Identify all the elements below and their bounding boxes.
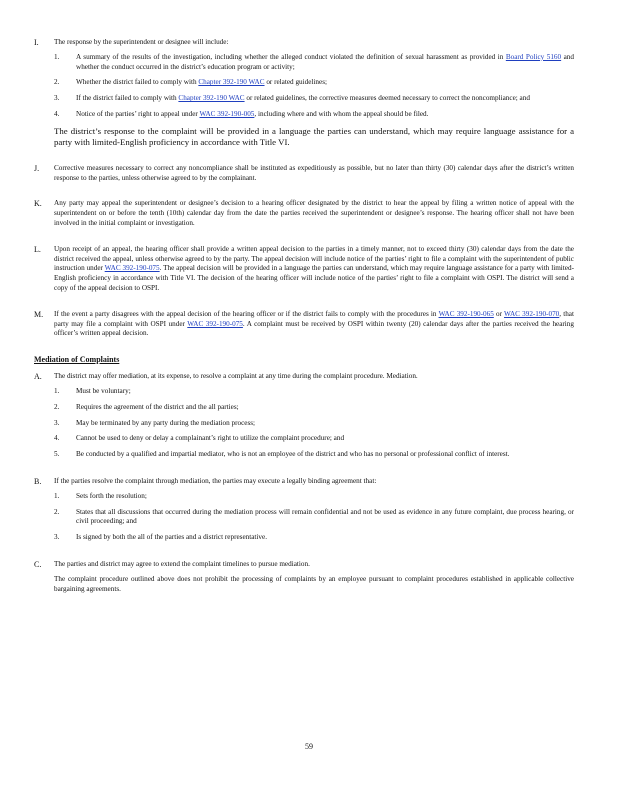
list-item: 4. Notice of the parties’ right to appeal under WAC 392-190-005, including where and with whom the appeal should be filed. [54, 109, 429, 118]
section-a [34, 372, 574, 466]
section-label: B. [34, 476, 42, 486]
list-item: 2. Whether the district failed to comply with Chapter 392-190 WAC or related guidelines; [54, 78, 327, 87]
section-label: A. [34, 372, 42, 382]
wac-075-link[interactable]: WAC 392-190-075 [104, 264, 160, 273]
mediation-items [54, 387, 574, 460]
section-text: Upon receipt of an appeal, the hearing officer shall provide a written appeal decision to the parties in a timely manner, not to exceed thirty (30) calendar days from the date the district received the appeal, unless otherwise agreed to by the party. The appeal decision will include notice of the parties’ right to file a complaint with the superintendent of public instruction under WAC 392-190-075. The appeal decision will be provided in a language the parties can understand, which may require language assistance for a party with limited-English proficiency in accordance with Title VI. The decision of the hearing officer will include notice of the parties’ right to file a complaint with OSPI. The district will send a copy of the appeal decision to OSPI. [54, 244, 574, 292]
wac-075-link[interactable]: WAC 392-190-075 [187, 319, 243, 328]
agreement-items [54, 492, 574, 543]
section-label: K. [34, 199, 42, 209]
wac-065-link[interactable]: WAC 392-190-065 [438, 309, 494, 318]
list-item: 5. Be conducted by a qualified and impartial mediator, who is not an employee of the district and who has no personal or professional conflict of interest. [54, 450, 510, 459]
section-l [34, 245, 574, 299]
wac-005-link[interactable]: WAC 392-190-005 [199, 109, 255, 118]
mediation-heading: Mediation of Complaints [34, 355, 120, 365]
list-item: 3. May be terminated by any party during the mediation process; [54, 418, 256, 427]
section-intro: The district may offer mediation, at its expense, to resolve a complaint at any time during the complaint procedure. Mediation. [54, 372, 418, 381]
wac-070-link[interactable]: WAC 392-190-070 [504, 309, 560, 318]
list-item: 3. Is signed by both the all of the parties and a district representative. [54, 533, 268, 542]
board-policy-link[interactable]: Board Policy 5160 [505, 52, 562, 61]
page-number: 59 [305, 742, 313, 751]
section-b [34, 477, 574, 549]
section-c [34, 560, 574, 599]
wac-chapter-link[interactable]: Chapter 392-190 WAC [178, 94, 245, 103]
wac-chapter-link[interactable]: Chapter 392-190 WAC [198, 78, 265, 87]
section-text: The complaint procedure outlined above does not prohibit the processing of complaints by an employee pursuant to complaint procedures established in applicable collective bargaining agreements. [54, 574, 574, 593]
list-item: 4. Cannot be used to deny or delay a complainant’s right to utilize the complaint procedure; and [54, 434, 345, 443]
language-note: The district’s response to the complaint will be provided in a language the parties can understand, which may require language assistance for a party with limited-English proficiency in accordance with Title VI. [54, 125, 574, 147]
section-m [34, 310, 574, 344]
section-label: J. [34, 163, 40, 173]
section-intro: The response by the superintendent or designee will include: [54, 38, 229, 46]
section-text: If the event a party disagrees with the appeal decision of the hearing officer or if the district fails to comply with the procedures in WAC 392-190-065 or WAC 392-190-070, that party may file a complaint with OSPI under WAC 392-190-075. A complaint must be received by OSPI within twenty (20) calendar days after the parties received the hearing officer’s written appeal decision. [54, 309, 574, 338]
section-label: L. [34, 244, 41, 254]
section-text: Corrective measures necessary to correct any noncompliance shall be instituted as expeditiously as possible, but no later than thirty (30) calendar days after the district’s written response to the parties, unless otherwise agreed to by the complainant. [54, 163, 574, 182]
section-i [34, 38, 574, 153]
section-intro: If the parties resolve the complaint through mediation, the parties may execute a legally binding agreement that: [54, 476, 377, 485]
section-text: The parties and district may agree to extend the complaint timelines to pursue mediation. [54, 559, 310, 568]
section-j [34, 164, 574, 189]
response-items [54, 53, 574, 120]
list-item: 1. A summary of the results of the investigation, including whether the alleged conduct violated the definition of sexual harassment as provided in Board Policy 5160 and whether the conduct occurred in the district’s education program or activity; [54, 52, 574, 71]
list-item: 3. If the district failed to comply with Chapter 392-190 WAC or related guidelines, the corrective measures deemed necessary to correct the noncompliance; and [54, 94, 530, 103]
list-item: 2. Requires the agreement of the district and the all parties; [54, 402, 239, 411]
section-label: M. [34, 309, 44, 319]
section-k [34, 199, 574, 233]
list-item: 2. States that all discussions that occurred during the mediation process will remain confidential and not be used as evidence in any future complaint, due process hearing, or civil proceeding; and [54, 507, 574, 526]
section-text: Any party may appeal the superintendent or designee’s decision to a hearing officer designated by the district to hear the appeal by filing a written notice of appeal with the superintendent on or before the tenth (10th) calendar day from the date the parties received the superintendent or designee’s response. The hearing officer shall not have been involved in the initial complaint or investigation. [54, 199, 574, 227]
section-label: I. [34, 38, 39, 47]
section-label: C. [34, 559, 42, 569]
list-item: 1. Sets forth the resolution; [54, 491, 147, 500]
list-item: 1. Must be voluntary; [54, 386, 131, 395]
